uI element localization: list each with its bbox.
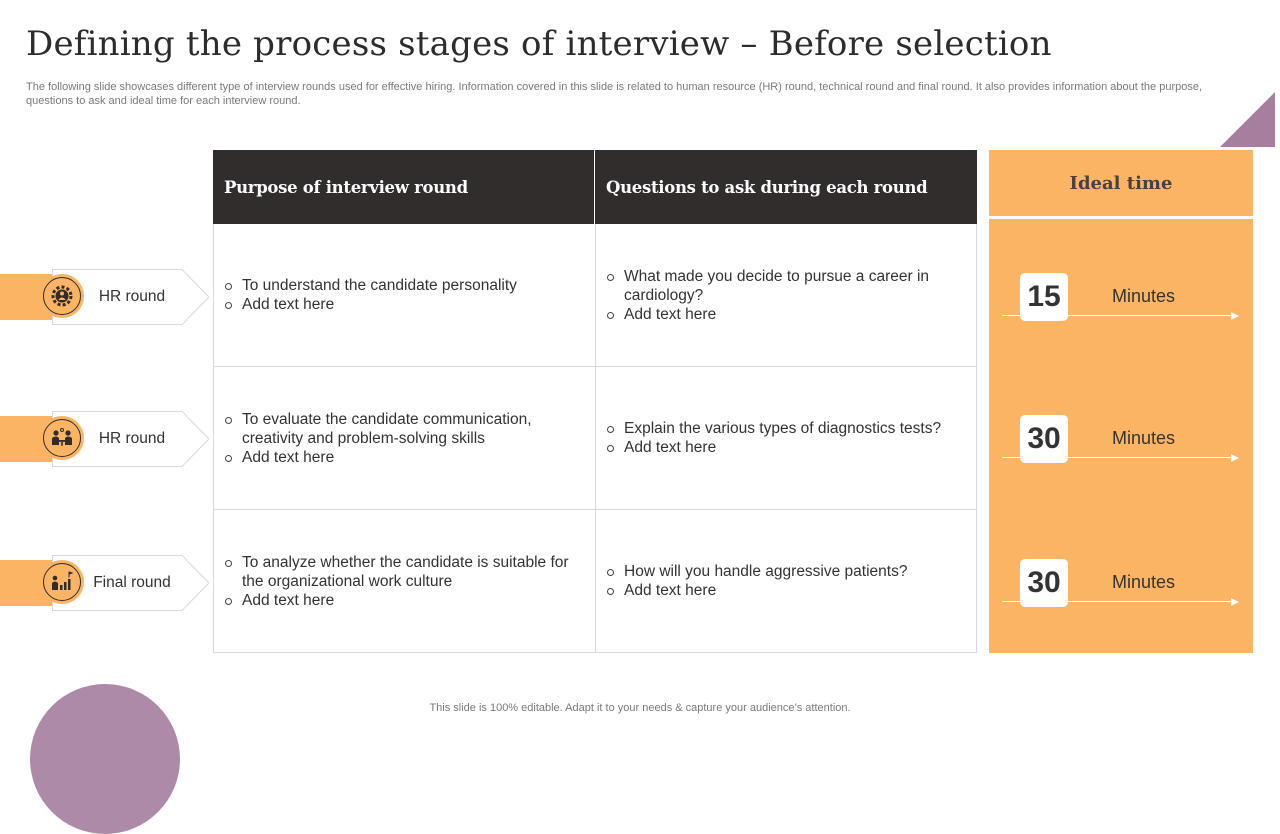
purpose-item: Add text here bbox=[224, 591, 581, 610]
header-questions: Questions to ask during each round bbox=[606, 177, 928, 197]
time-row bbox=[989, 559, 1253, 619]
round-label-text: HR round bbox=[98, 430, 166, 447]
meeting-icon bbox=[49, 425, 75, 451]
time-unit: Minutes bbox=[1112, 428, 1176, 448]
interview-table bbox=[213, 150, 977, 653]
question-item: How will you handle aggressive patients? bbox=[606, 562, 907, 581]
table-header bbox=[213, 150, 977, 224]
slide-subtitle: The following slide showcases different type of interview rounds used for effective hiring. Information covered in this slide is related to human resource (HR) round, technical round and final round. It also provides information about the purpose, questions to ask and ideal time for each interview round. bbox=[26, 81, 1203, 107]
ideal-time-header: Ideal time bbox=[989, 150, 1253, 219]
time-row bbox=[989, 415, 1253, 475]
time-unit: Minutes bbox=[1112, 572, 1176, 592]
purpose-cell bbox=[214, 367, 596, 509]
table-row bbox=[213, 510, 977, 653]
round-label-text: Final round bbox=[93, 574, 171, 591]
round-icon-badge bbox=[40, 416, 84, 460]
time-value: 30 bbox=[1020, 415, 1068, 463]
slide-title: Defining the process stages of interview – Before selection bbox=[26, 24, 1052, 64]
time-value: 30 bbox=[1020, 559, 1068, 607]
purpose-item: Add text here bbox=[224, 295, 517, 314]
question-item: Add text here bbox=[606, 438, 941, 457]
table-row bbox=[213, 224, 977, 367]
purpose-item: To evaluate the candidate communication, creativity and problem-solving skills bbox=[224, 410, 581, 448]
questions-cell bbox=[596, 224, 978, 366]
question-item: Add text here bbox=[606, 581, 907, 600]
slide-footer: This slide is 100% editable. Adapt it to your needs & capture your audience’s attention. bbox=[429, 702, 851, 714]
question-item: Add text here bbox=[606, 305, 958, 324]
time-unit: Minutes bbox=[1112, 286, 1176, 306]
purpose-item: Add text here bbox=[224, 448, 581, 467]
table-row bbox=[213, 367, 977, 510]
round-icon-badge bbox=[40, 560, 84, 604]
purpose-item: To understand the candidate personality bbox=[224, 276, 517, 295]
gear-people-icon bbox=[49, 283, 75, 309]
purpose-cell bbox=[214, 510, 596, 652]
questions-cell bbox=[596, 510, 978, 652]
round-label-3 bbox=[0, 555, 215, 613]
purpose-cell bbox=[214, 224, 596, 366]
round-label-text: HR round bbox=[98, 288, 166, 305]
header-purpose: Purpose of interview round bbox=[213, 150, 595, 224]
questions-cell bbox=[596, 367, 978, 509]
ideal-time-panel bbox=[989, 150, 1253, 653]
round-icon-badge bbox=[40, 274, 84, 318]
time-value: 15 bbox=[1020, 273, 1068, 321]
growth-chart-icon bbox=[49, 569, 75, 595]
time-row bbox=[989, 273, 1253, 333]
purpose-item: To analyze whether the candidate is suitable for the organizational work culture bbox=[224, 553, 581, 591]
question-item: Explain the various types of diagnostics tests? bbox=[606, 419, 941, 438]
round-label-2 bbox=[0, 411, 215, 469]
question-item: What made you decide to pursue a career in cardiology? bbox=[606, 267, 958, 305]
round-label-1 bbox=[0, 269, 215, 327]
corner-decoration bbox=[1220, 92, 1275, 147]
